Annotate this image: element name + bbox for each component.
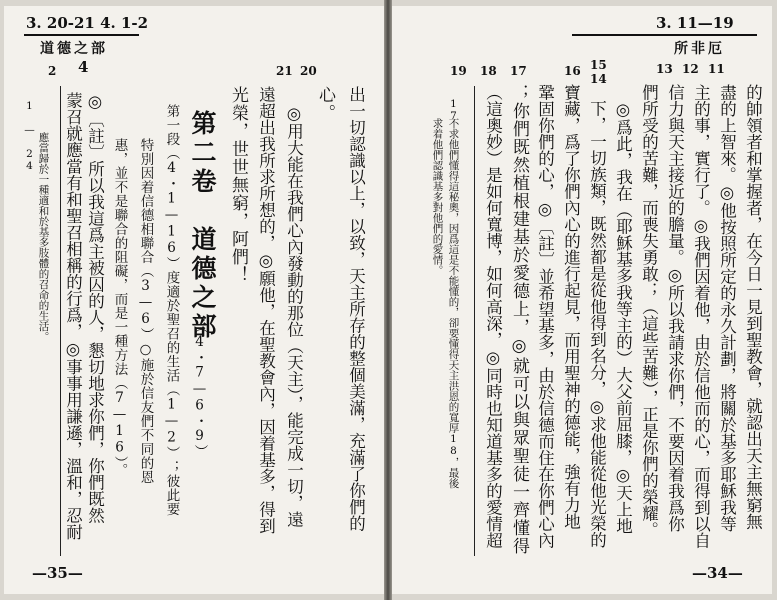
right-verse-number-13: 13 [656, 62, 673, 76]
right-footnote-divider [474, 86, 475, 556]
right-body-col-1: 的帥領者和掌握者，在今日一見到聖教會，就認出天主無窮無 [743, 84, 763, 530]
book-gutter [384, 0, 392, 600]
left-header-rule [24, 34, 139, 36]
right-verse-number-19: 19 [450, 64, 467, 78]
left-verse-number-21: 21 [276, 64, 293, 78]
right-body-col-9: 鞏固你們的心，◎〔註〕並希望基多，由於信德而住在你們心內 [535, 84, 555, 549]
left-footnote-marker: 1 — 24 [23, 100, 36, 172]
left-body-col-5: 光榮，世世無窮，阿們！ [228, 86, 248, 284]
left-body-col-4: 遠超出我所求所想的，◎願他，在聖教會內，因着基多，得到 [256, 86, 276, 534]
right-verse-number-12: 12 [682, 62, 699, 76]
right-body-col-8: 寶藏，爲了你們內心的進行起見，而用聖神的德能，強有力地 [561, 84, 581, 530]
right-page-header: 3. 11—19 [656, 14, 734, 32]
part-heading-line: 第一段（4・1—16）度適於聖召的生活（1—2）；彼此要 [163, 104, 180, 516]
left-verse-marker-2: 2 [48, 64, 57, 78]
right-body-col-3: 主的事，實行了。◎我們因着他，由於信他而的心，而得到以自 [691, 84, 711, 549]
right-verse-number-15: 15 [590, 58, 607, 72]
right-body-col-10: ；你們既然植根建基於愛德上，◎就可以與眾聖徒一齊懂得 [509, 84, 529, 555]
left-body-col-6: ◎〔註〕所以我這爲主被囚的人，懇切地求你們，你們既然 [85, 92, 105, 524]
right-body-col-6: ◎爲此，我在（耶穌基多我等主的）大父前屈膝，◎天上地 [613, 100, 633, 534]
left-body-col-1: 出一切認識以上，以致，天主所存的整個美滿，充滿了你們的 [346, 86, 366, 532]
left-page-number: —35— [32, 564, 83, 582]
left-body-col-7: 蒙召就應當有和聖召相稱的行爲，◎事事用謙遜，溫和，忍耐 [63, 92, 83, 540]
right-body-col-11: （這奧妙）是如何寬博，如何高深，◎同時也知道基多的愛情超 [483, 84, 503, 549]
left-verse-marker-4: 4 [78, 58, 89, 76]
right-footnote-line-1: 不求他們懂得這秘奧，因爲這是不能懂的，卻要懂得天主洪恩的寬厚18，最後 [447, 118, 460, 489]
right-footnote-line-2: 求着他們認識基多對他們的愛情。 [431, 118, 444, 276]
footnote-divider [60, 86, 61, 556]
right-page [392, 6, 772, 594]
right-body-col-2: 盡的上智來。◎他按照所定的永久計劃，將關於基多耶穌我等 [717, 84, 737, 532]
part-summary-line-c: 惠，並不是聯合的阻礙，而是一種方法（7—16）。 [111, 138, 128, 478]
right-section-title: 所非厄 [674, 41, 725, 57]
right-verse-number-11: 11 [708, 62, 725, 76]
right-page-number: —34— [692, 564, 743, 582]
right-verse-number-16: 16 [564, 64, 581, 78]
right-body-col-5: 們所受的苦難，而喪失勇敢；（這些苦難），正是你們的榮耀。 [639, 84, 659, 538]
right-body-col-7: 下，一切族類，既然都是從他得到名分，◎求他能從他光榮的 [587, 100, 607, 548]
left-verse-number-20: 20 [300, 64, 317, 78]
volume-reference: （4・7—6・9） [191, 320, 208, 459]
right-verse-number-18: 18 [480, 64, 497, 78]
left-page [4, 6, 384, 594]
volume-title: 第二卷 道德之部 [188, 110, 217, 342]
part-summary-line-b: 特別因着信德相聯合（3—6）○施於信友們不同的恩 [137, 138, 154, 484]
right-body-col-4: 信力與天主接近的膽量。◎所以我請求你們，不要因着我爲你 [665, 84, 685, 532]
right-verse-number-17: 17 [510, 64, 527, 78]
right-header-rule [572, 34, 757, 36]
left-section-title: 部之德道 [40, 41, 108, 57]
left-body-col-2: 心。 [315, 86, 335, 122]
left-footnote-text: 應當歸於一種適和於基多肢體的召命的生活。 [37, 132, 50, 342]
left-page-header: 3. 20-21 4. 1-2 [26, 14, 149, 32]
left-body-col-3: ◎用大能在我們心內發動的那位（天主），能完成一切，遠 [284, 104, 304, 528]
right-footnote-marker: 17 [447, 98, 460, 122]
right-verse-number-14: 14 [590, 72, 607, 86]
